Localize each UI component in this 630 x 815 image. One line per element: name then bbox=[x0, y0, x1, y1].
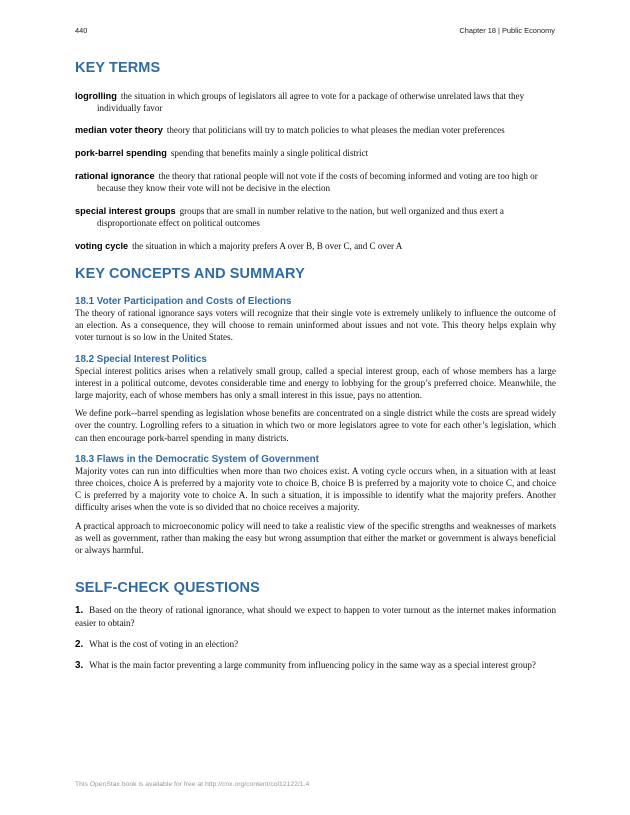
section-paragraph: We define pork--barrel spending as legislation whose benefits are concentrated on a single district while the costs are spread widely over the country. Logrolling refers to a situation in which two or more legislators agree to vote for each other’s legislation, which can then encourage pork-barrel spending in many districts. bbox=[75, 408, 556, 443]
question-text: Based on the theory of rational ignorance, what should we expect to happen to voter turnout as the internet makes information easier to obtain? bbox=[75, 605, 556, 629]
page-footer: This OpenStax book is available for free at http://cnx.org/content/col12122/1.4 bbox=[75, 781, 310, 788]
key-term-definition: spending that benefits mainly a single political district bbox=[170, 148, 369, 158]
section-paragraph: A practical approach to microeconomic policy will need to take a realistic view of the specific strengths and weaknesses of markets as well as government, rather than making the easy but wrong assumption that either the market or government is always beneficial or always harmful. bbox=[75, 520, 556, 556]
section-paragraph: Majority votes can run into difficulties when more than two choices exist. A voting cycle occurs when, in a situation with at least three choices, choice A is preferred by a majority vote to choice B, choice B is preferred by a majority vote to choice C, and choice C is preferred by a majority vote to choice A. In such a situation, it is impossible to identify what the majority prefers. Another difficulty arises when the vote is so divided that no choice receives a majority. bbox=[75, 465, 556, 513]
key-term-entry bbox=[75, 205, 556, 229]
question-item bbox=[75, 638, 556, 651]
key-term-entry bbox=[75, 90, 556, 114]
question-number: 2. bbox=[75, 639, 84, 651]
page-number: 440 bbox=[75, 26, 88, 35]
key-terms-list bbox=[75, 90, 556, 252]
key-term-definition: the situation in which groups of legislators all agree to vote for a package of otherwise unrelated laws that they individually favor bbox=[97, 91, 525, 113]
key-term-name: pork-barrel spending bbox=[75, 148, 167, 158]
running-header bbox=[75, 26, 555, 38]
section-paragraph: Special interest politics arises when a relatively small group, called a special interest group, each of whose members has a large interest in a political outcome, devotes considerable time and energy to lobbying for the group’s preferred choice. Meanwhile, the large majority, each of whose members has only a small interest in this issue, pays no attention. bbox=[75, 365, 556, 401]
key-term-definition: the theory that rational people will not vote if the costs of becoming informed and voting are too high or because they know their vote will not be decisive in the election bbox=[97, 171, 538, 193]
section-paragraph: The theory of rational ignorance says voters will recognize that their single vote is extremely unlikely to influence the outcome of an election. As a consequence, they will choose to remain uninformed about issues and not vote. This theory helps explain why voter turnout is so low in the United States. bbox=[75, 308, 556, 343]
chapter-title: Chapter 18 | Public Economy bbox=[459, 26, 555, 35]
key-term-name: rational ignorance bbox=[75, 171, 155, 181]
question-item bbox=[75, 604, 556, 630]
key-terms-heading: KEY TERMS bbox=[75, 60, 161, 76]
question-number: 1. bbox=[75, 605, 84, 617]
key-term-definition: theory that politicians will try to match policies to what pleases the median voter preferences bbox=[166, 125, 505, 135]
key-term-definition: the situation in which a majority prefers A over B, B over C, and C over A bbox=[132, 241, 403, 251]
key-term-entry bbox=[75, 147, 556, 159]
key-term-name: median voter theory bbox=[75, 125, 163, 135]
key-term-definition: groups that are small in number relative to the nation, but well organized and thus exert a disproportionate effect on political outcomes bbox=[97, 206, 504, 228]
self-check-heading: SELF-CHECK QUESTIONS bbox=[75, 580, 260, 597]
key-term-entry bbox=[75, 170, 556, 194]
section-title: 18.1 Voter Participation and Costs of Elections bbox=[75, 296, 292, 307]
page-content bbox=[75, 60, 556, 672]
key-term-name: special interest groups bbox=[75, 206, 176, 216]
section-title: 18.2 Special Interest Politics bbox=[75, 353, 207, 365]
key-term-entry bbox=[75, 124, 556, 136]
question-item bbox=[75, 659, 556, 672]
question-number: 3. bbox=[75, 660, 84, 672]
section-title: 18.3 Flaws in the Democratic System of Government bbox=[75, 453, 319, 465]
key-term-entry bbox=[75, 240, 556, 252]
key-term-name: voting cycle bbox=[75, 241, 129, 251]
question-text: What is the cost of voting in an election? bbox=[89, 639, 239, 650]
key-term-name: logrolling bbox=[75, 91, 117, 101]
question-text: What is the main factor preventing a large community from influencing policy in the same way as a special interest group? bbox=[89, 660, 536, 671]
summary-heading: KEY CONCEPTS AND SUMMARY bbox=[75, 266, 305, 282]
